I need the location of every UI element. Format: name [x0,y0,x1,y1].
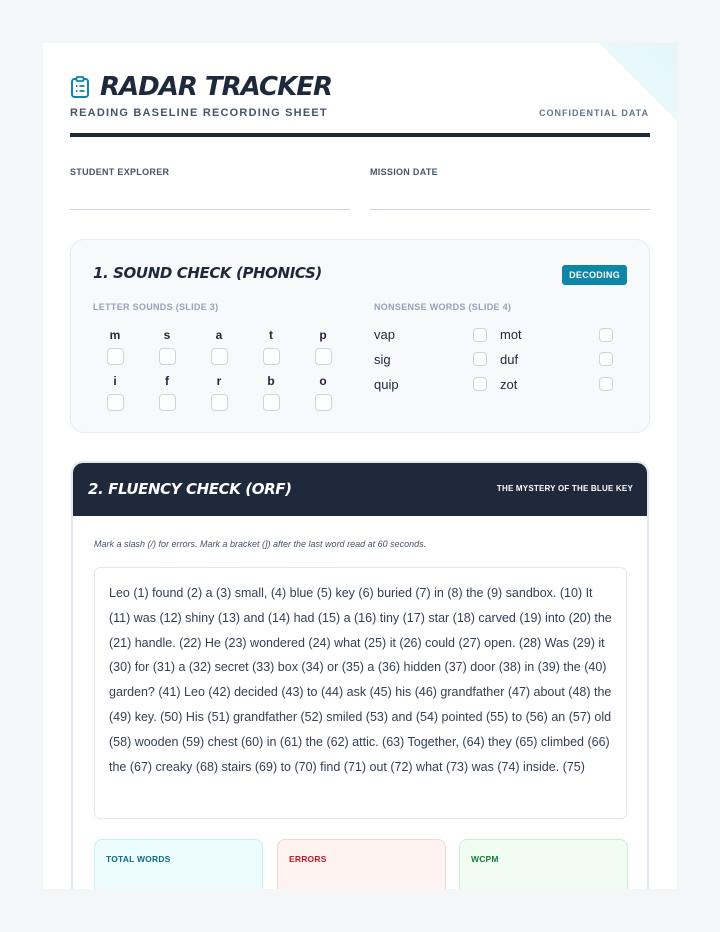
section-title-phonics: 1. SOUND CHECK (PHONICS) [93,264,322,282]
page-subtitle: READING BASELINE RECORDING SHEET [70,107,328,119]
mission-date-field[interactable] [370,209,650,210]
student-explorer-label: STUDENT EXPLORER [70,167,170,177]
letter-sound: t [269,328,273,342]
letter-sound: r [216,374,222,388]
nonsense-words-label: NONSENSE WORDS (SLIDE 4) [374,302,512,312]
story-title: THE MYSTERY OF THE BLUE KEY [496,484,633,493]
letter-checkbox[interactable] [159,348,176,365]
errors-label: ERRORS [289,854,327,864]
nonsense-word: sig [374,352,391,367]
wcpm-box[interactable] [459,839,628,889]
letter-checkbox[interactable] [211,348,228,365]
confidential-label: CONFIDENTIAL DATA [539,108,649,118]
letter-sounds-label: LETTER SOUNDS (SLIDE 3) [93,302,219,312]
wcpm-label: WCPM [471,854,499,864]
letter-sound: b [267,374,275,388]
nonsense-word: quip [374,377,399,392]
mission-date-label: MISSION DATE [370,167,438,177]
passage-box [94,567,627,819]
nonsense-word: vap [374,327,395,342]
letter-checkbox[interactable] [107,394,124,411]
reading-passage: Leo (1) found (2) a (3) small, (4) blue (5) key (6) buried (7) in (8) the (9) sandbox. (10) It (11) was (12) shiny (13) and (14) had (15) a (16) tiny (17) star (18) carved (19) into (20) the (21) handle. (22) He (23) wondered (24) what (25) it (26) could (27) open. (28) Was (29) it (30) for (31) a (32) secret (33) box (34) or (35) a (36) hidden (37) door (38) in (39) the (40) garden? (41) Leo (42) decided (43) to (44) ask (45) his (46) grandfather (47) about (48) the (49) key. (50) His (51) grandfather (52) smiled (53) and (54) pointed (55) to (56) an (57) old (58) wooden (59) chest (60) in (61) the (62) attic. (63) Together, (64) they (65) climbed (66) the (67) creaky (68) stairs (69) to (70) find (71) out (72) what (73) was (74) inside. (75) [109,586,612,774]
decoding-badge: DECODING [562,265,627,285]
letter-sound: p [319,328,327,342]
fluency-check-section [71,461,649,889]
letter-checkbox[interactable] [159,394,176,411]
nonsense-checkbox[interactable] [599,377,613,391]
letter-checkbox[interactable] [263,348,280,365]
nonsense-word: mot [500,327,522,342]
total-words-label: TOTAL WORDS [106,854,171,864]
letter-sound: o [319,374,327,388]
title-row [70,72,332,102]
nonsense-checkbox[interactable] [473,328,487,342]
letter-checkbox[interactable] [107,348,124,365]
nonsense-checkbox[interactable] [473,377,487,391]
letter-checkbox[interactable] [211,394,228,411]
letter-checkbox[interactable] [315,394,332,411]
sound-check-section [70,239,650,433]
page-title: RADAR TRACKER [100,72,333,102]
nonsense-checkbox[interactable] [473,352,487,366]
letter-sound: a [215,328,223,342]
letter-checkbox[interactable] [263,394,280,411]
nonsense-word: duf [500,352,519,367]
student-explorer-field[interactable] [70,209,350,210]
nonsense-checkbox[interactable] [599,352,613,366]
errors-box[interactable] [277,839,446,889]
section-title-fluency: 2. FLUENCY CHECK (ORF) [88,480,292,498]
clipboard-icon [70,76,90,98]
letter-sound: i [113,374,117,388]
fluency-instructions: Mark a slash (/) for errors. Mark a bracket (]) after the last word read at 60 seconds. [94,539,427,549]
recording-sheet [43,43,677,889]
fluency-header [73,463,647,516]
title-divider [70,133,650,137]
letter-sound: f [165,374,169,388]
total-words-box[interactable] [94,839,263,889]
letter-sound: m [109,328,121,342]
letter-sound: s [163,328,171,342]
letter-checkbox[interactable] [315,348,332,365]
nonsense-word: zot [500,377,518,392]
nonsense-checkbox[interactable] [599,328,613,342]
